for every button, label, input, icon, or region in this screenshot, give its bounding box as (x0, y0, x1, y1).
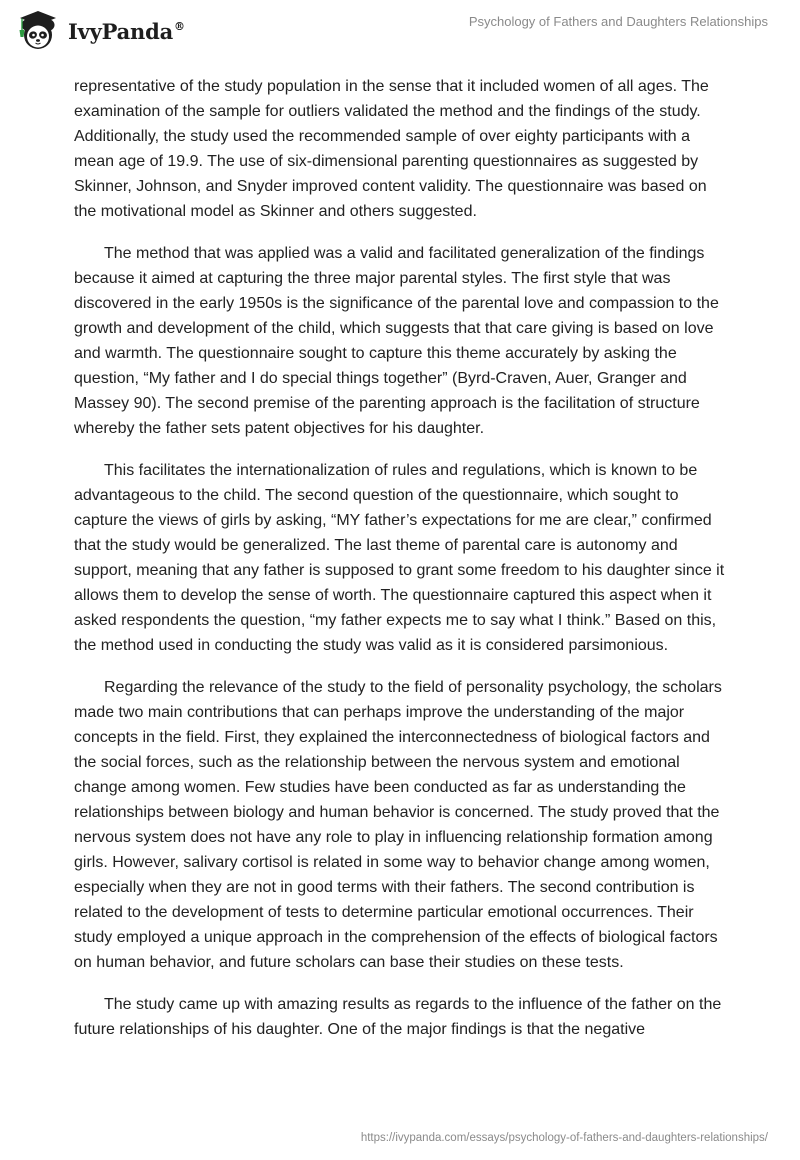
paragraph: The method that was applied was a valid and facilitated generalization of the findings because it aimed at capturing the three major parental styles. The first style that was discovered in the early 1950s is the significance of the parental love and compassion to the growth and development of the child, which suggests that that care giving is based on love and warmth. The questionnaire sought to capture this theme accurately by asking the question, “My father and I do special things together” (Byrd-Craven, Auer, Granger and Massey 90). The second premise of the parenting approach is the facilitation of structure whereby the father sets patent objectives for his daughter. (74, 245, 719, 437)
ivypanda-logo[interactable] (14, 8, 185, 54)
paragraph: Regarding the relevance of the study to the field of personality psychology, the scholars made two main contributions that can perhaps improve the understanding of the major concepts in the field. First, they explained the interconnectedness of biological factors and the social forces, such as the relationship between the nervous system and emotional change among women. Few studies have been conducted as far as understanding the relationships between biology and human behavior is concerned. The study proved that the nervous system does not have any role to play in influencing relationship formation among girls. However, salivary cortisol is related in some way to behavior change among women, especially when they are not in good terms with their fathers. The second contribution is related to the development of tests to determine particular emotional occurrences. Their study employed a unique approach in the comprehension of the effects of biological factors on human behavior, and future scholars can base their studies on these tests. (74, 679, 722, 971)
document-title: Psychology of Fathers and Daughters Relationships (468, 14, 768, 29)
logo-registered-mark: ® (174, 19, 185, 33)
page-header (0, 0, 800, 70)
essay-body (74, 74, 728, 1059)
source-url[interactable]: https://ivypanda.com/essays/psychology-of-fathers-and-daughters-relationships/ (360, 1132, 768, 1144)
paragraph: The study came up with amazing results as regards to the influence of the father on the future relationships of his daughter. One of the major findings is that the negative (74, 996, 722, 1038)
logo-wordmark-text: IvyPanda (68, 18, 174, 44)
panda-graduation-cap-icon (14, 8, 64, 54)
logo-wordmark (68, 19, 185, 44)
paragraph: This facilitates the internationalization of rules and regulations, which is known to be advantageous to the child. The second question of the questionnaire, which sought to capture the views of girls by asking, “MY father’s expectations for me are clear,” confirmed that the study would be generalized. The last theme of parental care is autonomy and support, meaning that any father is supposed to grant some freedom to his daughter since it allows them to develop the sense of worth. The questionnaire captured this aspect when it asked respondents the question, “my father expects me to say what I think.” Based on this, the method used in conducting the study was valid as it is considered parsimonious. (74, 462, 725, 654)
paragraph: representative of the study population in the sense that it included women of all ages. The examination of the sample for outliers validated the method and the findings of the study. Additionally, the study used the recommended sample of over eighty participants with a mean age of 19.9. The use of six-dimensional parenting questionnaires as suggested by Skinner, Johnson, and Snyder improved content validity. The questionnaire was based on the motivational model as Skinner and others suggested. (74, 78, 709, 220)
